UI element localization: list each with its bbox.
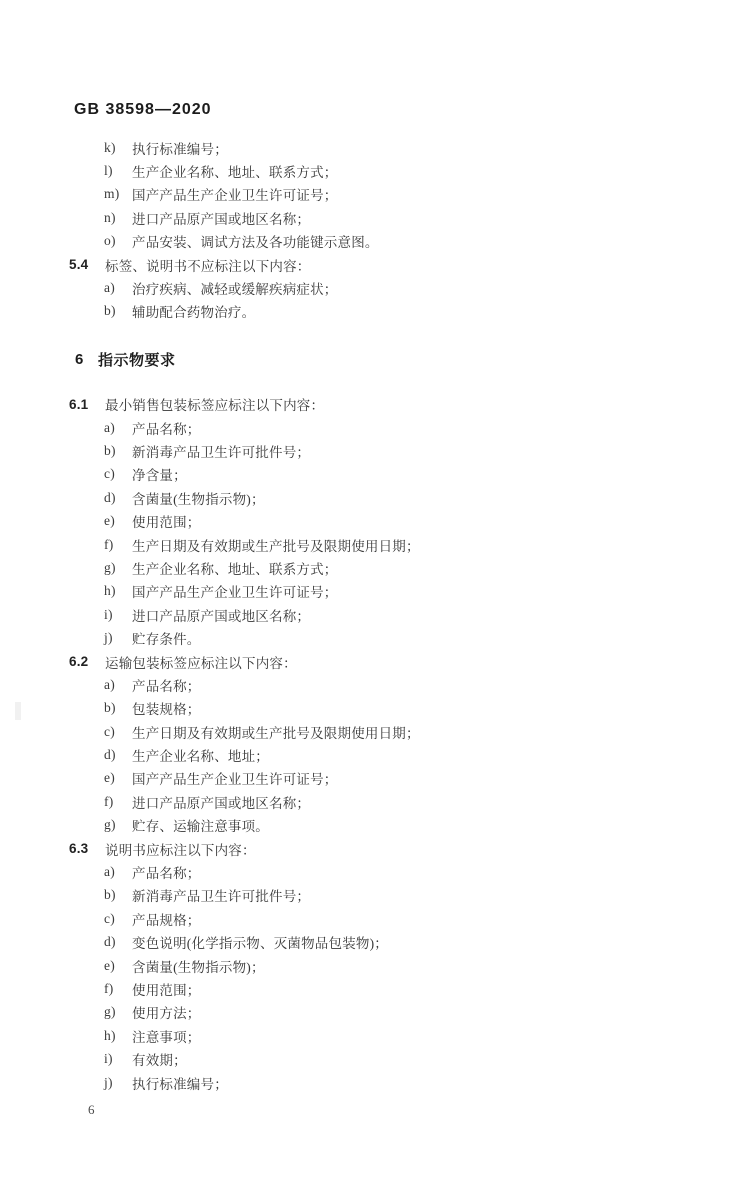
- list-item-text: 国产产品生产企业卫生许可证号；: [132, 772, 338, 788]
- list-item-label: n): [104, 209, 116, 225]
- list-item-text: 生产企业名称、地址、联系方式；: [132, 561, 338, 577]
- list-item-text: 生产企业名称、地址；: [132, 749, 269, 765]
- list-item-label: d): [104, 747, 116, 763]
- list-item-text: 辅助配合药物治疗。: [132, 305, 256, 321]
- list-item-text: 含菌量(生物指示物)；: [132, 491, 265, 507]
- standard-number-header: GB 38598—2020: [74, 101, 212, 118]
- list-item-label: e): [104, 770, 115, 786]
- list-item-text: 国产产品生产企业卫生许可证号；: [132, 585, 338, 601]
- list-item-label: c): [104, 910, 115, 926]
- list-item-text: 产品安装、调试方法及各功能键示意图。: [132, 235, 379, 251]
- clause-number: 5.4: [69, 257, 89, 273]
- section-heading: [0, 348, 750, 371]
- list-item: [0, 463, 750, 486]
- list-item-label: g): [104, 817, 116, 833]
- list-item-text: 新消毒产品卫生许可批件号；: [132, 444, 311, 460]
- list-item: [0, 556, 750, 579]
- list-item: [0, 1024, 750, 1047]
- list-item-label: a): [104, 676, 115, 692]
- list-item: [0, 486, 750, 509]
- list-item-label: a): [104, 280, 115, 296]
- list-item-label: g): [104, 559, 116, 575]
- list-item-label: f): [104, 793, 114, 809]
- list-item-label: k): [104, 139, 116, 155]
- list-item: [0, 931, 750, 954]
- list-item-text: 生产日期及有效期或生产批号及限期使用日期；: [132, 538, 420, 554]
- clause-line: [0, 837, 750, 860]
- list-item-text: 生产企业名称、地址、联系方式；: [132, 165, 338, 181]
- clause-line: [0, 393, 750, 416]
- list-item: [0, 767, 750, 790]
- list-item: [0, 439, 750, 462]
- list-item-label: e): [104, 513, 115, 529]
- clause-number: 6.1: [69, 396, 89, 412]
- list-item-label: b): [104, 442, 116, 458]
- list-item-text: 含菌量(生物指示物)；: [132, 959, 265, 975]
- list-item-text: 贮存条件。: [132, 632, 201, 648]
- list-item-label: b): [104, 887, 116, 903]
- list-item: [0, 790, 750, 813]
- clause-text: 运输包装标签应标注以下内容：: [105, 655, 297, 671]
- list-item-text: 进口产品原产国或地区名称；: [132, 795, 311, 811]
- list-item-text: 变色说明(化学指示物、灭菌物品包装物)；: [132, 936, 388, 952]
- list-item-text: 贮存、运输注意事项。: [132, 819, 269, 835]
- list-item-label: d): [104, 934, 116, 950]
- list-item: [0, 300, 750, 323]
- list-item: [0, 533, 750, 556]
- list-item-label: h): [104, 1027, 116, 1043]
- list-item-label: c): [104, 723, 115, 739]
- list-item-label: h): [104, 583, 116, 599]
- clause-number: 6.3: [69, 841, 89, 857]
- clause-text: 标签、说明书不应标注以下内容：: [105, 258, 311, 274]
- list-item: [0, 136, 750, 159]
- list-item-text: 生产日期及有效期或生产批号及限期使用日期；: [132, 725, 420, 741]
- list-item-text: 产品名称；: [132, 421, 201, 437]
- list-item-text: 产品名称；: [132, 866, 201, 882]
- list-item-text: 进口产品原产国或地区名称；: [132, 211, 311, 227]
- list-item-label: i): [104, 1051, 113, 1067]
- list-item-text: 使用范围；: [132, 515, 201, 531]
- list-item: [0, 884, 750, 907]
- clause-line: [0, 253, 750, 276]
- list-item-label: f): [104, 980, 114, 996]
- list-item: [0, 1071, 750, 1094]
- list-item: [0, 814, 750, 837]
- list-item-label: o): [104, 233, 116, 249]
- clause-line: [0, 650, 750, 673]
- list-item-label: f): [104, 536, 114, 552]
- list-item-text: 有效期；: [132, 1053, 187, 1069]
- list-item: [0, 860, 750, 883]
- list-item: [0, 230, 750, 253]
- list-item-text: 产品名称；: [132, 678, 201, 694]
- list-item: [0, 954, 750, 977]
- list-item: [0, 626, 750, 649]
- list-item: [0, 907, 750, 930]
- list-item: [0, 977, 750, 1000]
- list-item-text: 执行标准编号；: [132, 1076, 228, 1092]
- list-item-label: c): [104, 466, 115, 482]
- list-item-text: 使用范围；: [132, 982, 201, 998]
- list-item-label: b): [104, 303, 116, 319]
- list-item: [0, 416, 750, 439]
- list-item: [0, 183, 750, 206]
- list-item-text: 治疗疾病、减轻或缓解疾病症状；: [132, 282, 338, 298]
- list-item-label: m): [104, 186, 120, 202]
- list-item: [0, 159, 750, 182]
- section-number: 6: [75, 351, 84, 369]
- list-item-label: j): [104, 1074, 113, 1090]
- page-number: 6: [88, 1102, 95, 1117]
- list-item: [0, 743, 750, 766]
- section-title: 指示物要求: [98, 352, 176, 370]
- list-item: [0, 720, 750, 743]
- list-item-label: a): [104, 419, 115, 435]
- list-item-text: 执行标准编号；: [132, 141, 228, 157]
- list-item-label: i): [104, 606, 113, 622]
- list-item-text: 产品规格；: [132, 912, 201, 928]
- list-item: [0, 673, 750, 696]
- list-item-text: 包装规格；: [132, 702, 201, 718]
- list-item-text: 使用方法；: [132, 1006, 201, 1022]
- list-item-label: j): [104, 630, 113, 646]
- list-item: [0, 1001, 750, 1024]
- list-item: [0, 509, 750, 532]
- clause-number: 6.2: [69, 654, 89, 669]
- list-item: [0, 697, 750, 720]
- list-item: [0, 603, 750, 626]
- clause-text: 最小销售包装标签应标注以下内容：: [105, 398, 325, 414]
- list-item-text: 净含量；: [132, 468, 187, 484]
- list-item-text: 国产产品生产企业卫生许可证号；: [132, 188, 338, 204]
- list-item: [0, 580, 750, 603]
- list-item: [0, 276, 750, 299]
- document-body: [0, 136, 750, 1094]
- list-item-label: b): [104, 700, 116, 716]
- list-item-label: a): [104, 864, 115, 880]
- list-item-text: 新消毒产品卫生许可批件号；: [132, 889, 311, 905]
- list-item-label: e): [104, 957, 115, 973]
- list-item-label: l): [104, 163, 113, 179]
- list-item-text: 注意事项；: [132, 1029, 201, 1045]
- list-item: [0, 206, 750, 229]
- list-item-text: 进口产品原产国或地区名称；: [132, 608, 311, 624]
- list-item: [0, 1047, 750, 1070]
- list-item-label: d): [104, 489, 116, 505]
- clause-text: 说明书应标注以下内容：: [105, 842, 256, 858]
- list-item-label: g): [104, 1004, 116, 1020]
